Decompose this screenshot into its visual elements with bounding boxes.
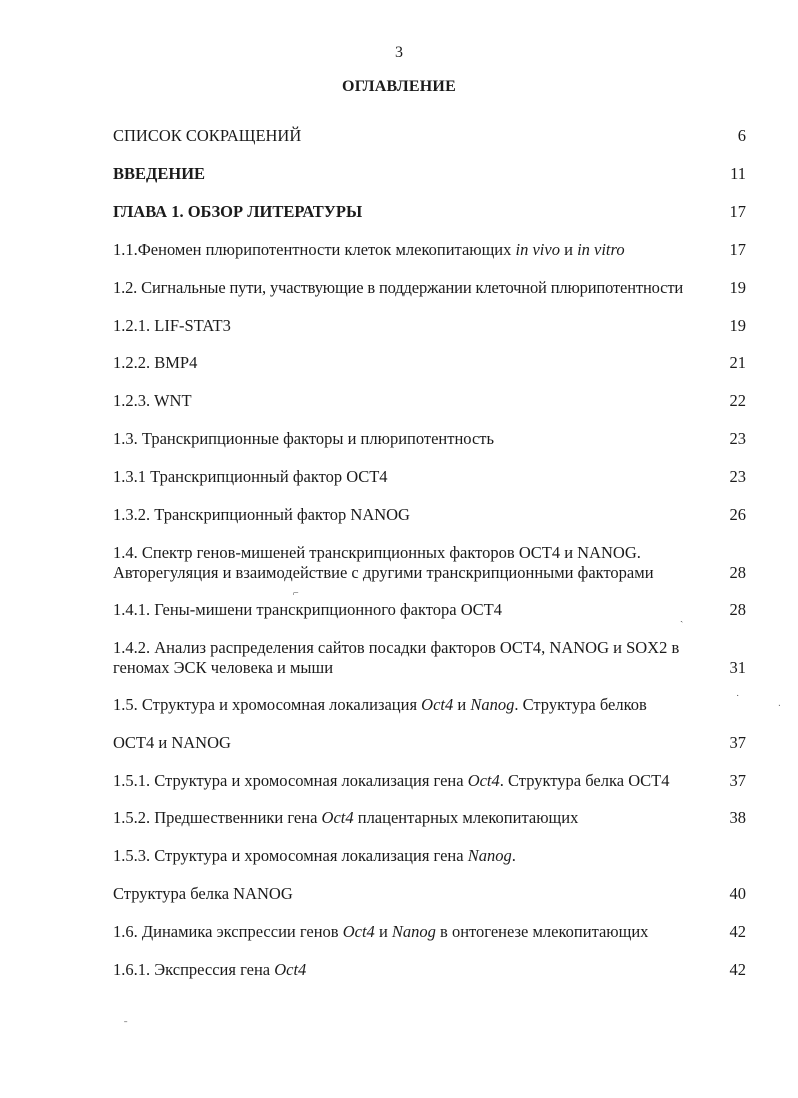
scan-speck: ˉ bbox=[124, 1020, 128, 1031]
toc-page-1-3-1: 23 bbox=[729, 467, 746, 486]
toc-page-1-5-2: 38 bbox=[729, 808, 746, 827]
toc-entry-1-4-2-line2[interactable]: геномах ЭСК человека и мыши bbox=[113, 658, 334, 677]
toc-entry-1-4-line1[interactable]: 1.4. Спектр генов-мишеней транскрипционных факторов OCT4 и NANOG. bbox=[113, 543, 641, 562]
toc-text: 1.5.3. Структура и хромосомная локализация гена bbox=[113, 846, 468, 865]
toc-entry-introduction[interactable]: ВВЕДЕНИЕ bbox=[113, 164, 206, 183]
toc-page-1-4-2: 31 bbox=[729, 658, 746, 677]
toc-text: 1.5. Структура и хромосомная локализация bbox=[113, 695, 422, 714]
toc-entry-1-2[interactable]: 1.2. Сигнальные пути, участвующие в поддержании клеточной плюрипотентности bbox=[113, 278, 684, 297]
toc-entry-1-3-2[interactable]: 1.3.2. Транскрипционный фактор NANOG bbox=[113, 505, 410, 524]
toc-page-1-6-1: 42 bbox=[729, 960, 746, 979]
toc-entry-1-5-line2[interactable]: OCT4 и NANOG bbox=[113, 733, 231, 752]
toc-entry-1-6[interactable] bbox=[113, 922, 648, 942]
toc-italic: Nanog bbox=[470, 695, 515, 714]
toc-text: . Структура белка OCT4 bbox=[499, 771, 670, 790]
toc-entry-1-5-3-line2[interactable]: Структура белка NANOG bbox=[113, 884, 293, 903]
scan-speck: ⌐ bbox=[293, 588, 299, 599]
scan-speck: ˑ bbox=[778, 702, 781, 713]
toc-page-1-2-1: 19 bbox=[729, 316, 746, 335]
toc-page-chapter-1: 17 bbox=[729, 202, 746, 221]
toc-text: . Структура белков bbox=[514, 695, 647, 714]
toc-page-1-4: 28 bbox=[729, 563, 746, 582]
toc-entry-1-3[interactable]: 1.3. Транскрипционные факторы и плюрипотентность bbox=[113, 429, 495, 448]
toc-page-1-5: 37 bbox=[729, 733, 746, 752]
toc-text: . bbox=[511, 846, 516, 865]
page-title: ОГЛАВЛЕНИЕ bbox=[342, 78, 456, 95]
toc-entry-1-5-3-line1[interactable] bbox=[113, 846, 516, 866]
toc-text: 1.6. Динамика экспрессии генов bbox=[113, 922, 343, 941]
toc-italic: Oct4 bbox=[274, 960, 307, 979]
toc-entry-abbreviations[interactable]: СПИСОК СОКРАЩЕНИЙ bbox=[113, 126, 302, 145]
toc-italic: Nanog bbox=[467, 846, 512, 865]
toc-italic: Nanog bbox=[391, 922, 436, 941]
toc-page-abbreviations: 6 bbox=[737, 126, 746, 145]
page-number: 3 bbox=[395, 44, 403, 61]
toc-italic: in vivo bbox=[515, 240, 560, 259]
toc-page-1-5-3: 40 bbox=[729, 884, 746, 903]
toc-entry-1-1[interactable] bbox=[113, 240, 625, 260]
toc-page-1-2: 19 bbox=[729, 278, 746, 297]
toc-page-1-2-3: 22 bbox=[729, 391, 746, 410]
toc-text: 1.5.1. Структура и хромосомная локализация гена bbox=[113, 771, 468, 790]
toc-entry-chapter-1[interactable]: ГЛАВА 1. ОБЗОР ЛИТЕРАТУРЫ bbox=[113, 202, 363, 221]
toc-text: и bbox=[453, 695, 471, 714]
toc-page-1-3-2: 26 bbox=[729, 505, 746, 524]
toc-page-1-1: 17 bbox=[729, 240, 746, 259]
toc-page-1-5-1: 37 bbox=[729, 771, 746, 790]
toc-text: плацентарных млекопитающих bbox=[353, 808, 579, 827]
toc-entry-1-2-3[interactable]: 1.2.3. WNT bbox=[113, 391, 192, 410]
toc-italic: Oct4 bbox=[342, 922, 375, 941]
toc-entry-1-5-2[interactable] bbox=[113, 808, 578, 828]
scan-speck: ˙ bbox=[736, 694, 740, 705]
toc-entry-1-5-1[interactable] bbox=[113, 771, 669, 791]
toc-page-1-3: 23 bbox=[729, 429, 746, 448]
toc-text: 1.6.1. Экспрессия гена bbox=[113, 960, 275, 979]
toc-italic: in vitro bbox=[577, 240, 625, 259]
toc-text: 1.1.Феномен плюрипотентности клеток млекопитающих bbox=[113, 240, 516, 259]
toc-text: 1.5.2. Предшественники гена bbox=[113, 808, 322, 827]
toc-entry-1-3-1[interactable]: 1.3.1 Транскрипционный фактор OCT4 bbox=[113, 467, 388, 486]
toc-italic: Oct4 bbox=[467, 771, 500, 790]
toc-entry-1-2-1[interactable]: 1.2.1. LIF-STAT3 bbox=[113, 316, 231, 335]
toc-page-1-2-2: 21 bbox=[729, 353, 746, 372]
toc-entry-1-4-2-line1[interactable]: 1.4.2. Анализ распределения сайтов посадки факторов OCT4, NANOG и SOX2 в bbox=[113, 638, 680, 657]
toc-entry-1-4-line2[interactable]: Авторегуляция и взаимодействие с другими транскрипционными факторами bbox=[113, 563, 654, 582]
toc-italic: Oct4 bbox=[421, 695, 454, 714]
toc-entry-1-4-1[interactable]: 1.4.1. Гены-мишени транскрипционного фактора OCT4 bbox=[113, 600, 502, 619]
toc-page-1-6: 42 bbox=[729, 922, 746, 941]
toc-text: в онтогенезе млекопитающих bbox=[435, 922, 649, 941]
toc-page-introduction: 11 bbox=[730, 164, 746, 183]
toc-entry-1-2-2[interactable]: 1.2.2. BMP4 bbox=[113, 353, 198, 372]
toc-page-1-4-1: 28 bbox=[729, 600, 746, 619]
toc-entry-1-5-line1[interactable] bbox=[113, 695, 647, 715]
toc-text: и bbox=[559, 240, 578, 259]
toc-text: и bbox=[374, 922, 392, 941]
scan-speck: ˎ bbox=[680, 612, 684, 623]
toc-italic: Oct4 bbox=[321, 808, 354, 827]
toc-entry-1-6-1[interactable] bbox=[113, 960, 306, 980]
